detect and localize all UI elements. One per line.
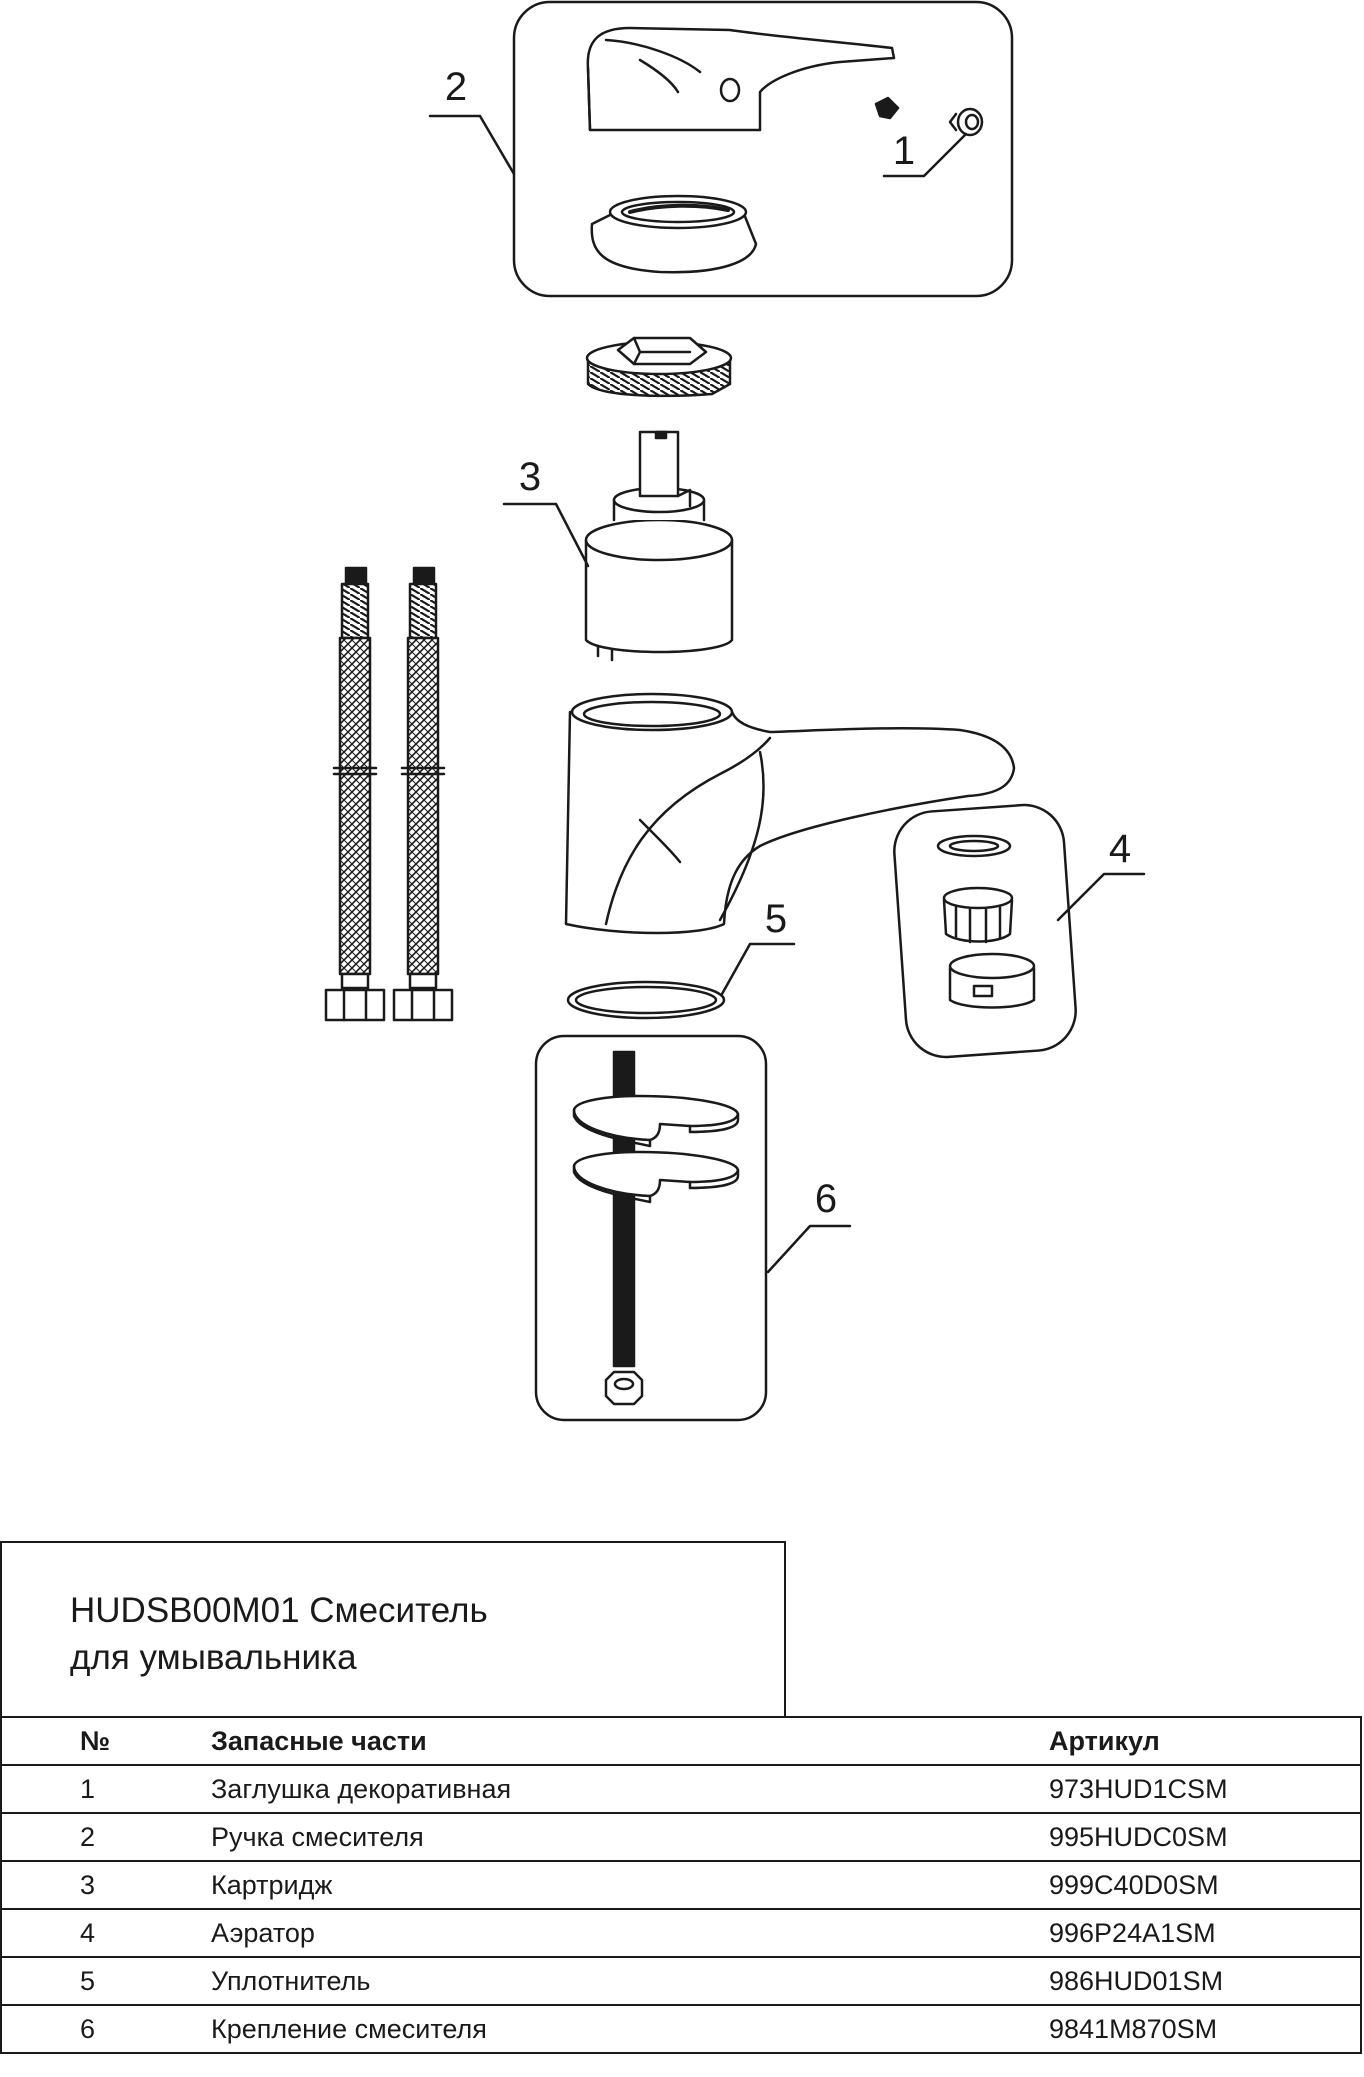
callout-5-leader [722, 944, 794, 994]
callout-4-leader [1058, 874, 1144, 920]
callout-3-label: 3 [518, 455, 542, 499]
cartridge-nut [587, 338, 731, 396]
cartridge [504, 432, 732, 660]
callout-4-label: 4 [1108, 827, 1132, 871]
product-title [70, 1587, 488, 1681]
header-num: № [1, 1717, 211, 1765]
row-name: Ручка смесителя [211, 1813, 1049, 1861]
mounting-kit-group [536, 1036, 850, 1420]
callout-2-label: 2 [444, 65, 468, 109]
aerator-housing [950, 954, 1034, 1008]
mounting-kit-frame [536, 1036, 766, 1420]
flexible-hose-right [394, 568, 452, 1020]
header-article: Артикул [1049, 1717, 1361, 1765]
row-num: 3 [1, 1861, 211, 1909]
aerator-insert [944, 888, 1012, 942]
row-article: 995HUDC0SM [1049, 1813, 1361, 1861]
table-row [1, 1909, 1361, 1957]
row-name: Крепление смесителя [211, 2005, 1049, 2053]
table-row [1, 1813, 1361, 1861]
row-num: 5 [1, 1957, 211, 2005]
row-name: Картридж [211, 1861, 1049, 1909]
aerator-washer [938, 836, 1010, 856]
row-article: 996P24A1SM [1049, 1909, 1361, 1957]
callout-2-leader [430, 116, 514, 174]
row-name: Уплотнитель [211, 1957, 1049, 2005]
table-row [1, 1861, 1361, 1909]
callout-1-label: 1 [892, 129, 916, 173]
callout-6-label: 6 [814, 1177, 838, 1221]
row-num: 4 [1, 1909, 211, 1957]
callout-5-label: 5 [764, 897, 788, 941]
row-article: 973HUD1CSM [1049, 1765, 1361, 1813]
product-title-line1: HUDSB00M01 Смеситель [70, 1591, 488, 1630]
table-row [1, 1765, 1361, 1813]
lever-handle [588, 28, 894, 130]
callout-3-leader [504, 504, 588, 566]
table-row [1, 1957, 1361, 2005]
row-name: Аэратор [211, 1909, 1049, 1957]
handle-group [430, 2, 1012, 296]
mounting-nut [606, 1372, 642, 1404]
aerator-group [892, 802, 1144, 1059]
callout-6-leader [768, 1226, 850, 1272]
row-name: Заглушка декоративная [211, 1765, 1049, 1813]
row-num: 6 [1, 2005, 211, 2053]
product-title-line2: для умывальника [70, 1638, 357, 1677]
row-article: 999C40D0SM [1049, 1861, 1361, 1909]
row-article: 9841M870SM [1049, 2005, 1361, 2053]
flexible-hose-left [326, 568, 384, 1020]
set-screw [876, 98, 898, 118]
escutcheon-cover [592, 196, 756, 272]
decorative-cap [950, 109, 982, 135]
row-num: 1 [1, 1765, 211, 1813]
table-header-row [1, 1717, 1361, 1765]
horseshoe-washer-lower [574, 1152, 738, 1202]
horseshoe-washer-upper [574, 1096, 738, 1146]
header-name: Запасные части [211, 1717, 1049, 1765]
row-num: 2 [1, 1813, 211, 1861]
table-row [1, 2005, 1361, 2053]
row-article: 986HUD01SM [1049, 1957, 1361, 2005]
title-block [0, 1541, 786, 1716]
spare-parts-table [0, 1716, 1362, 2054]
